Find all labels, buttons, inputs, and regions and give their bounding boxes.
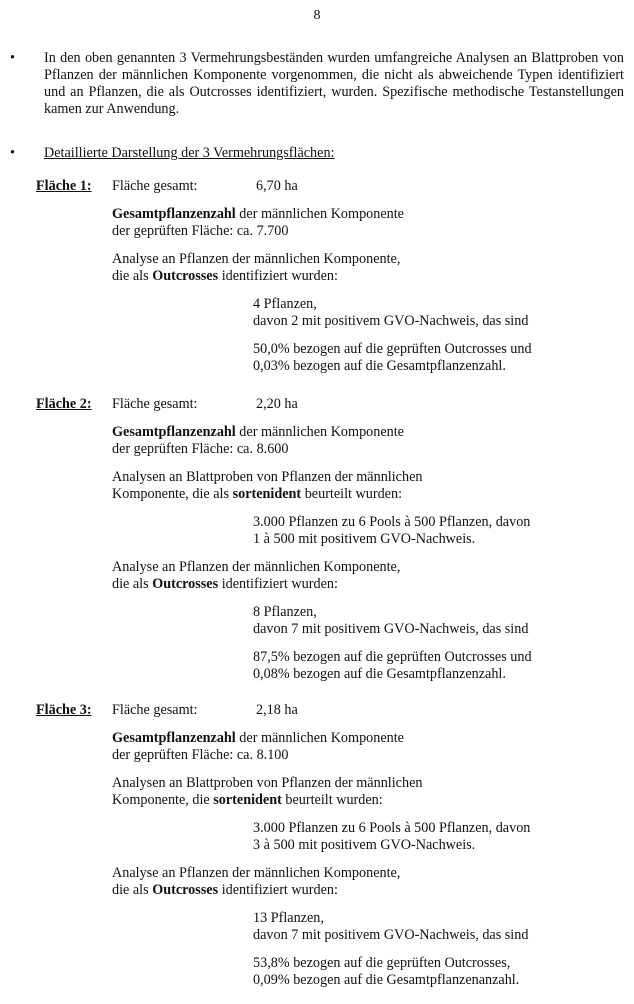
variety-line-2: Komponente, die als sortenident beurteilt wurden: bbox=[112, 486, 403, 502]
detail-heading: Detaillierte Darstellung der 3 Vermehrungsflächen: bbox=[44, 145, 335, 161]
total-plants-bold: Gesamtpflanzenzahl bbox=[112, 206, 236, 222]
total-plants-line-2: der geprüften Fläche: ca. 8.600 bbox=[112, 441, 289, 457]
bullet-icon: • bbox=[10, 50, 15, 66]
variety-line-1: Analysen an Blattproben von Pflanzen der männlichen bbox=[112, 469, 423, 485]
pool-line-1: 3.000 Pflanzen zu 6 Pools à 500 Pflanzen, davon bbox=[253, 820, 531, 836]
area-total-key: Fläche gesamt: bbox=[112, 178, 198, 194]
flaeche-label: Fläche 3: bbox=[36, 702, 92, 718]
percentage-line-1: 53,8% bezogen auf die geprüften Outcrosses, bbox=[253, 955, 511, 971]
page-number: 8 bbox=[313, 8, 321, 23]
area-total-value: 2,20 ha bbox=[256, 396, 298, 412]
outcross-line-2: die als Outcrosses identifiziert wurden: bbox=[112, 576, 338, 592]
total-plants-bold: Gesamtpflanzenzahl bbox=[112, 424, 236, 440]
outcross-line-1: Analyse an Pflanzen der männlichen Komponente, bbox=[112, 865, 401, 881]
outcross-count: 13 Pflanzen, bbox=[253, 910, 324, 926]
area-total-key: Fläche gesamt: bbox=[112, 396, 198, 412]
area-total-key: Fläche gesamt: bbox=[112, 702, 198, 718]
variety-line-1: Analysen an Blattproben von Pflanzen der männlichen bbox=[112, 775, 423, 791]
variety-line-2: Komponente, die sortenident beurteilt wurden: bbox=[112, 792, 383, 808]
outcross-count: 8 Pflanzen, bbox=[253, 604, 317, 620]
total-plants-line-1: Gesamtpflanzenzahl der männlichen Komponente bbox=[112, 424, 404, 440]
percentage-line-2: 0,08% bezogen auf die Gesamtpflanzenzahl. bbox=[253, 666, 506, 682]
pool-line-1: 3.000 Pflanzen zu 6 Pools à 500 Pflanzen, davon bbox=[253, 514, 531, 530]
bullet-icon: • bbox=[10, 145, 15, 161]
outcross-line-1: Analyse an Pflanzen der männlichen Komponente, bbox=[112, 559, 401, 575]
percentage-line-1: 50,0% bezogen auf die geprüften Outcrosses und bbox=[253, 341, 532, 357]
area-total-value: 2,18 ha bbox=[256, 702, 298, 718]
outcross-line-2: die als Outcrosses identifiziert wurden: bbox=[112, 882, 338, 898]
total-plants-line-2: der geprüften Fläche: ca. 8.100 bbox=[112, 747, 289, 763]
outcross-positive: davon 2 mit positivem GVO-Nachweis, das sind bbox=[253, 313, 529, 329]
outcross-line-2: die als Outcrosses identifiziert wurden: bbox=[112, 268, 338, 284]
total-plants-line-2: der geprüften Fläche: ca. 7.700 bbox=[112, 223, 289, 239]
flaeche-label: Fläche 2: bbox=[36, 396, 92, 412]
outcross-positive: davon 7 mit positivem GVO-Nachweis, das sind bbox=[253, 621, 529, 637]
area-total-value: 6,70 ha bbox=[256, 178, 298, 194]
outcross-line-1: Analyse an Pflanzen der männlichen Komponente, bbox=[112, 251, 401, 267]
total-plants-line-1: Gesamtpflanzenzahl der männlichen Komponente bbox=[112, 730, 404, 746]
outcross-count: 4 Pflanzen, bbox=[253, 296, 317, 312]
outcross-positive: davon 7 mit positivem GVO-Nachweis, das sind bbox=[253, 927, 529, 943]
total-plants-bold: Gesamtpflanzenzahl bbox=[112, 730, 236, 746]
pool-line-2: 3 à 500 mit positivem GVO-Nachweis. bbox=[253, 837, 476, 853]
percentage-line-2: 0,03% bezogen auf die Gesamtpflanzenzahl. bbox=[253, 358, 506, 374]
pool-line-2: 1 à 500 mit positivem GVO-Nachweis. bbox=[253, 531, 476, 547]
flaeche-label: Fläche 1: bbox=[36, 178, 92, 194]
percentage-line-1: 87,5% bezogen auf die geprüften Outcrosses und bbox=[253, 649, 532, 665]
percentage-line-2: 0,09% bezogen auf die Gesamtpflanzenanzahl. bbox=[253, 972, 520, 988]
total-plants-line-1: Gesamtpflanzenzahl der männlichen Komponente bbox=[112, 206, 404, 222]
intro-paragraph: In den oben genannten 3 Vermehrungsbeständen wurden umfangreiche Analysen an Blattproben von Pflanzen der männlichen Komponente vorgenommen, die nicht als abweichende Typen identifiziert und an Pflanzen, die als Outcrosses identifiziert, wurden. Spezifische methodische Testanstellungen kamen zur Anwendung. bbox=[44, 50, 624, 117]
